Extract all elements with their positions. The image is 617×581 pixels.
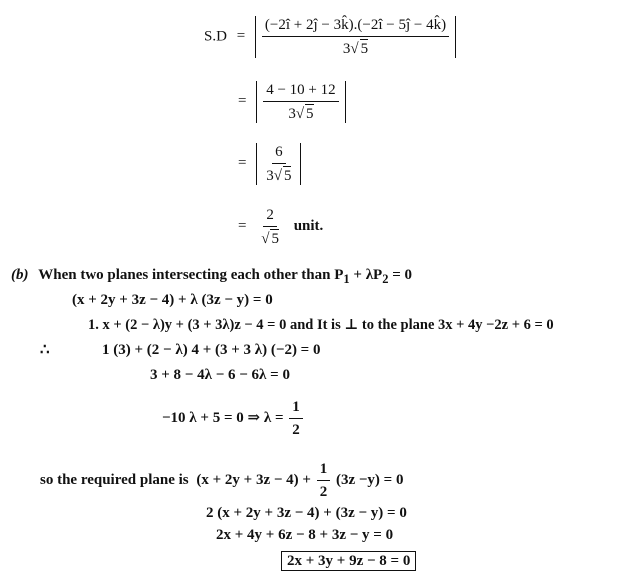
eq-line-8: 2x + 4y + 6z − 8 + 3z − y = 0 — [216, 527, 394, 543]
denominator: 2 — [292, 422, 300, 438]
intro-mid: + λP — [349, 267, 383, 283]
boxed-answer: 2x + 3y + 9z − 8 = 0 — [281, 551, 416, 571]
denominator: 2 — [319, 484, 328, 500]
part-b-intro — [11, 266, 412, 288]
denominator: 3√ 5 — [342, 41, 369, 57]
subscript-2: 2 — [382, 272, 389, 286]
abs-value — [256, 143, 301, 185]
eq-line-3: 1 (3) + (2 − λ) 4 + (3 + 3 λ) (−2) = 0 — [102, 342, 321, 358]
intro-end: = 0 — [388, 267, 413, 283]
sqrt-radicand: 5 — [283, 168, 292, 184]
final-answer — [281, 552, 416, 570]
sd-label: S.D — [204, 28, 227, 45]
sd-step-2 — [232, 81, 346, 123]
unit-text: unit. — [293, 218, 324, 235]
denominator: 3√ 5 — [266, 168, 292, 184]
equals-sign: = — [238, 218, 247, 235]
sd-step-4 — [232, 206, 323, 248]
denominator: √ 5 — [261, 231, 279, 247]
numerator: 6 — [272, 143, 286, 164]
abs-value — [256, 81, 345, 123]
numerator: 2 — [263, 206, 277, 227]
equals-sign: = — [238, 93, 247, 110]
eq5-lhs: −10 λ + 5 = 0 ⇒ λ = — [162, 409, 284, 426]
part-marker: (b) — [11, 267, 29, 283]
den-coef: 3 — [288, 106, 296, 122]
eq-line-5 — [162, 398, 305, 439]
abs-value — [255, 16, 456, 58]
equals-sign: = — [238, 155, 247, 172]
sqrt-radicand: 5 — [360, 41, 369, 57]
therefore-symbol: ∴ — [40, 342, 50, 358]
denominator: 3√ 5 — [288, 106, 314, 122]
req-rhs: (3z −y) = 0 — [335, 471, 404, 488]
eq-line-4: 3 + 8 − 4λ − 6 − 6λ = 0 — [150, 367, 290, 383]
fraction — [263, 143, 294, 185]
fraction — [258, 206, 282, 248]
fraction — [317, 460, 331, 501]
req-lhs: (x + 2y + 3z − 4) + — [196, 471, 311, 488]
fraction — [262, 16, 449, 58]
subscript-1: 1 — [343, 272, 350, 286]
fraction — [289, 398, 303, 439]
numerator: 1 — [289, 398, 303, 419]
den-coef: 3 — [266, 168, 274, 184]
sd-step-3 — [232, 143, 301, 185]
sd-step-1 — [204, 16, 456, 58]
numerator: (−2î + 2ĵ − 3k̂).(−2î − 5ĵ − 4k̂) — [262, 16, 449, 37]
required-plane-line — [40, 460, 403, 501]
fraction — [263, 81, 338, 123]
eq-line-1: (x + 2y + 3z − 4) + λ (3z − y) = 0 — [72, 292, 273, 308]
intro-text: When two planes intersecting each other than P — [38, 267, 344, 283]
numerator: 1 — [317, 460, 331, 481]
den-coef: 3 — [342, 41, 351, 57]
sqrt-radicand: 5 — [306, 106, 314, 122]
eq-line-7: 2 (x + 2y + 3z − 4) + (3z − y) = 0 — [206, 505, 407, 521]
numerator: 4 − 10 + 12 — [263, 81, 338, 102]
required-text: so the required plane is — [40, 471, 189, 488]
eq-line-2: 1. x + (2 − λ)y + (3 + 3λ)z − 4 = 0 and It is ⊥ to the plane 3x + 4y −2z + 6 = 0 — [88, 317, 554, 333]
equals-sign: = — [236, 28, 246, 45]
sqrt-radicand: 5 — [271, 231, 279, 247]
